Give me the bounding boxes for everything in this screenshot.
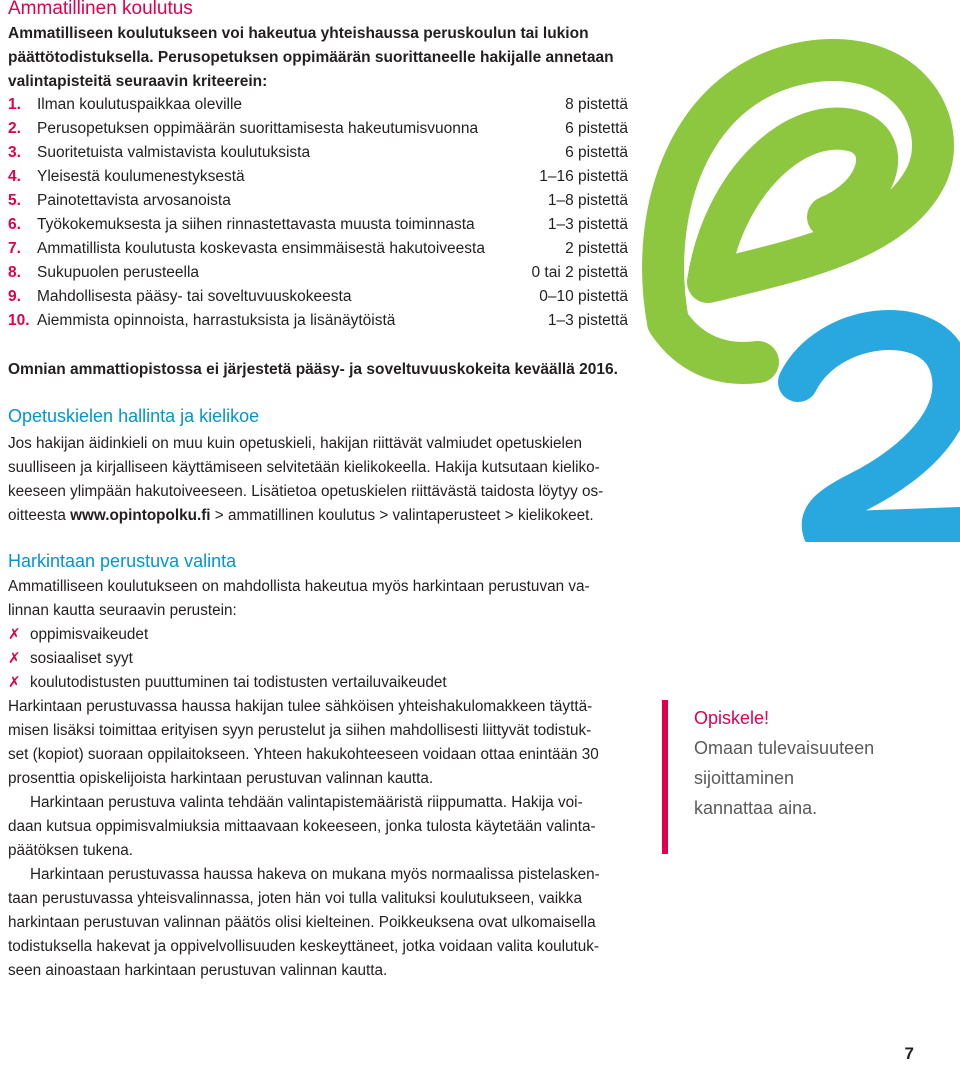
cross-mark-icon: ✗: [8, 650, 21, 667]
criteria-item: [8, 285, 628, 309]
criteria-text: Ilman koulutuspaikkaa oleville: [37, 96, 243, 113]
paragraph-line: Harkintaan perustuva valinta tehdään valintapistemääristä riippumatta. Hakija voi-: [30, 794, 583, 811]
intro-line: valintapisteitä seuraavin kriteerein:: [8, 73, 268, 90]
opintopolku-link[interactable]: www.opintopolku.fi: [70, 507, 211, 524]
e2-logo-icon: [628, 22, 960, 542]
paragraph-line: suulliseen ja kirjalliseen käyttämiseen selvitetään kielikokeella. Hakija kutsutaan kieliko-: [8, 459, 600, 476]
criteria-item: [8, 213, 628, 237]
paragraph-line: set (kopiot) suoraan oppilaitokseen. Yhteen hakukohteeseen voidaan ottaa enintään 30: [8, 746, 599, 763]
criteria-item: [8, 165, 628, 189]
criteria-number: 7.: [8, 240, 21, 257]
criteria-text: Suoritetuista valmistavista koulutuksista: [37, 144, 311, 161]
criteria-points: 1–3 pistettä: [547, 216, 628, 233]
section-heading-language: Opetuskielen hallinta ja kielikoe: [8, 406, 260, 426]
criteria-number: 10.: [8, 312, 30, 329]
list-item: [8, 671, 447, 695]
cross-mark-icon: ✗: [8, 626, 21, 643]
line-prefix: oitteesta: [8, 507, 71, 524]
criteria-text: Perusopetuksen oppimäärän suorittamisesta hakeutumisvuonna: [37, 120, 479, 137]
criteria-item: [8, 237, 628, 261]
section-heading-vocational: Ammatillinen koulutus: [8, 0, 193, 19]
criteria-points: 8 pistettä: [565, 96, 628, 113]
criteria-number: 9.: [8, 288, 21, 305]
intro-line: Ammatilliseen koulutukseen voi hakeutua yhteishaussa peruskoulun tai lukion: [8, 25, 589, 42]
criteria-points: 1–3 pistettä: [547, 312, 628, 329]
criteria-text: Painotettavista arvosanoista: [37, 192, 231, 209]
list-item: [8, 647, 447, 671]
criteria-item: [8, 93, 628, 117]
criteria-item: [8, 141, 628, 165]
page-number: 7: [904, 1044, 914, 1063]
paragraph-line: seen ainoastaan harkintaan perustuvan valinnan kautta.: [8, 962, 388, 979]
language-paragraph: [8, 432, 633, 528]
criteria-list: [8, 93, 628, 333]
criteria-item: [8, 117, 628, 141]
criteria-number: 2.: [8, 120, 21, 137]
criteria-number: 4.: [8, 168, 21, 185]
paragraph-line: keeseen ylimpään hakutoiveeseen. Lisätietoa opetuskielen riittävästä taidosta löytyy os-: [8, 483, 604, 500]
criteria-number: 1.: [8, 96, 21, 113]
criteria-number: 3.: [8, 144, 21, 161]
paragraph-line: taan perustuvassa yhteisvalinnassa, joten hän voi tulla valituksi koulutukseen, vaikka: [8, 890, 582, 907]
paragraph-line: päätöksen tukena.: [8, 842, 134, 859]
list-item-text: koulutodistusten puuttuminen tai todistusten vertailuvaikeudet: [30, 674, 447, 691]
criteria-points: 0 tai 2 pistettä: [531, 264, 628, 281]
paragraph-line: misen lisäksi toimittaa erityisen syyn perustelut ja siihen mahdollisesti liittyvät todistuk-: [8, 722, 592, 739]
discretionary-paragraph-2: [8, 791, 633, 863]
criteria-text: Sukupuolen perusteella: [37, 264, 200, 281]
sidebar-line: Omaan tulevaisuuteen: [694, 738, 875, 758]
criteria-text: Aiemmista opinnoista, harrastuksista ja lisänäytöistä: [37, 312, 396, 329]
discretionary-intro: [8, 575, 633, 623]
paragraph-line: todistuksella hakevat ja oppivelvollisuuden keskeyttäneet, jotka voidaan valita koulutuk-: [8, 938, 599, 955]
section-heading-discretionary: Harkintaan perustuva valinta: [8, 551, 237, 571]
criteria-text: Ammatillista koulutusta koskevasta ensimmäisestä hakutoiveesta: [37, 240, 485, 257]
paragraph-line: Ammatilliseen koulutukseen on mahdollista hakeutua myös harkintaan perustuvan va-: [8, 578, 590, 595]
criteria-points: 6 pistettä: [565, 144, 628, 161]
criteria-text: Mahdollisesta pääsy- tai soveltuvuuskokeesta: [37, 288, 352, 305]
criteria-points: 2 pistettä: [565, 240, 628, 257]
criteria-number: 8.: [8, 264, 21, 281]
criteria-points: 1–16 pistettä: [539, 168, 628, 185]
criteria-points: 6 pistettä: [565, 120, 628, 137]
intro-paragraph: [8, 22, 633, 94]
intro-line: päättötodistuksella. Perusopetuksen oppimäärän suorittaneelle hakijalle annetaan: [8, 49, 614, 66]
criteria-number: 5.: [8, 192, 21, 209]
paragraph-line: Harkintaan perustuvassa haussa hakeva on mukana myös normaalissa pistelasken-: [30, 866, 600, 883]
list-item-text: sosiaaliset syyt: [30, 650, 133, 667]
sidebar-accent-bar: [662, 700, 668, 854]
list-item-text: oppimisvaikeudet: [30, 626, 149, 643]
entrance-exam-notice: Omnian ammattiopistossa ei järjestetä pääsy- ja soveltuvuuskokeita keväällä 2016.: [8, 361, 618, 378]
paragraph-line: Harkintaan perustuvassa haussa hakijan tulee sähköisen yhteishakulomakkeen täyttä-: [8, 698, 593, 715]
paragraph-line: Jos hakijan äidinkieli on muu kuin opetuskieli, hakijan riittävät valmiudet opetuskielen: [8, 435, 582, 452]
line-suffix: > ammatillinen koulutus > valintaperusteet > kielikokeet.: [210, 507, 594, 524]
cross-mark-icon: ✗: [8, 674, 21, 691]
sidebar-accent-text: Opiskele!: [694, 708, 770, 728]
criteria-text: Yleisestä koulumenestyksestä: [37, 168, 245, 185]
list-item: [8, 623, 447, 647]
sidebar-line: sijoittaminen: [694, 768, 795, 788]
criteria-item: [8, 189, 628, 213]
criteria-item: [8, 261, 628, 285]
criteria-number: 6.: [8, 216, 21, 233]
paragraph-line: daan kutsua oppimisvalmiuksia mittaavaan kokeeseen, jonka tulosta käytetään valinta-: [8, 818, 596, 835]
discretionary-paragraph-1: [8, 695, 633, 791]
criteria-text: Työkokemuksesta ja siihen rinnastettavasta muusta toiminnasta: [37, 216, 475, 233]
paragraph-line: linnan kautta seuraavin perustein:: [8, 602, 237, 619]
discretionary-paragraph-3: [8, 863, 633, 983]
sidebar-quote: [694, 703, 874, 823]
paragraph-line: prosenttia opiskelijoista harkintaan perustuvan valinnan kautta.: [8, 770, 434, 787]
grounds-list: [8, 623, 447, 695]
criteria-points: 1–8 pistettä: [547, 192, 628, 209]
paragraph-line: [8, 504, 633, 528]
sidebar-line: kannattaa aina.: [694, 798, 818, 818]
criteria-points: 0–10 pistettä: [539, 288, 628, 305]
criteria-item: [8, 309, 628, 333]
paragraph-line: harkintaan perustuvan valinnan päätös olisi kielteinen. Poikkeuksena ovat ulkomaisella: [8, 914, 596, 931]
